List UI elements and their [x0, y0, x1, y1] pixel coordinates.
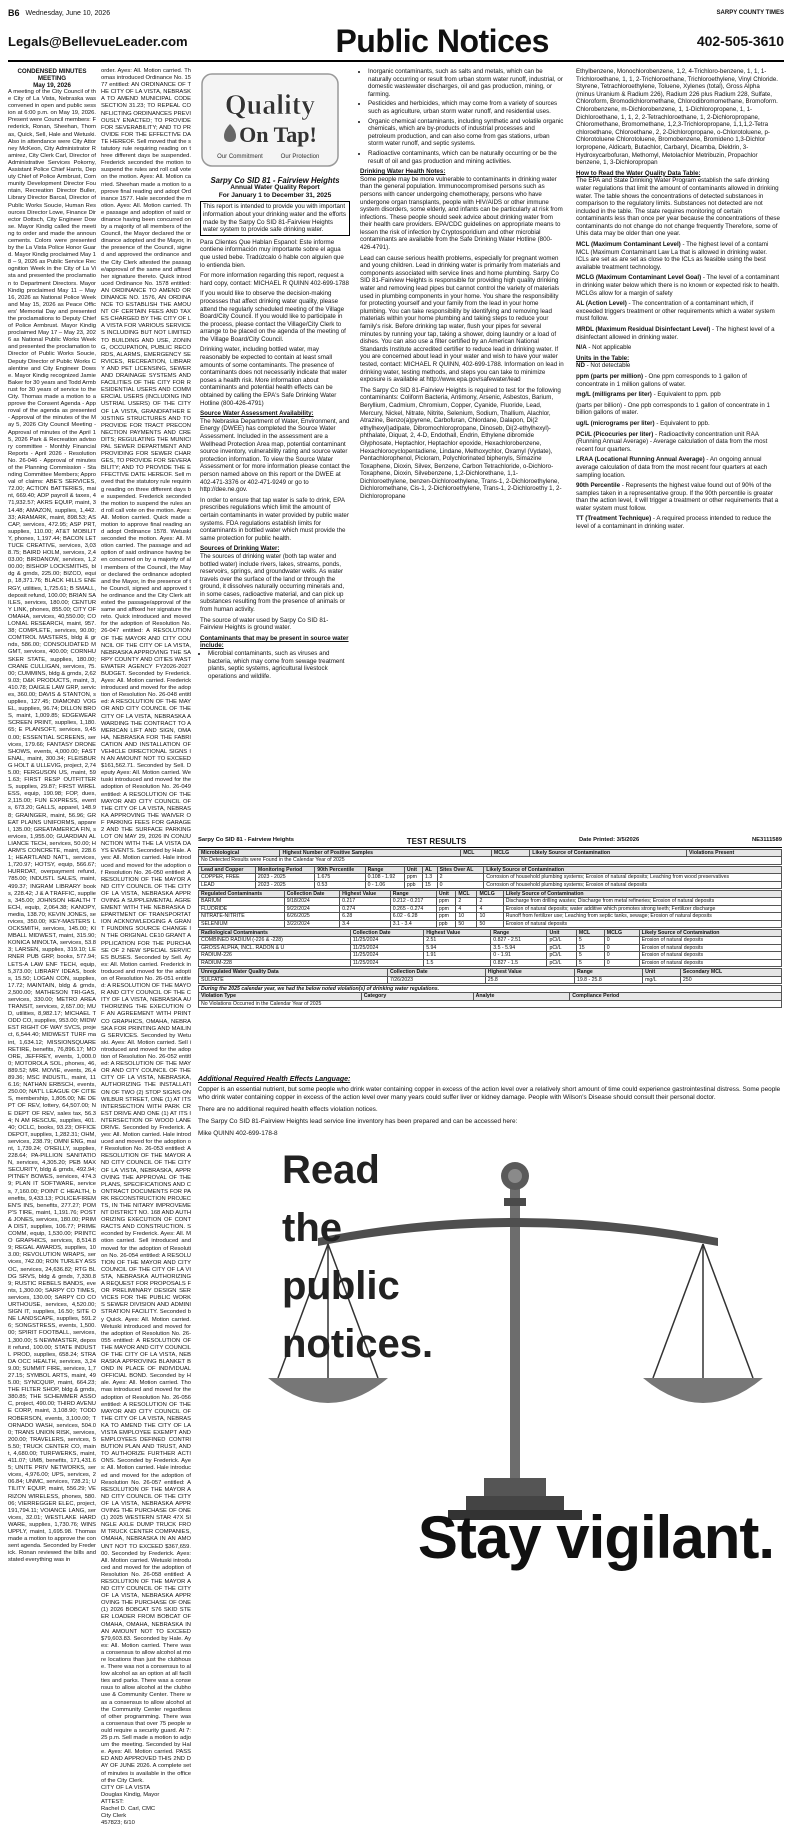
unit-item-term: mg/L (milligrams per liter): [576, 391, 652, 399]
contaminants-list: [200, 650, 350, 680]
regulated-table: [198, 890, 782, 928]
promo-word-read: Read: [282, 1148, 380, 1192]
table-header: Collection Date: [387, 969, 485, 976]
table-cell: pCi/L: [547, 937, 576, 944]
table-cell: 2: [437, 874, 484, 881]
logo-ontap-text: On Tap!: [239, 122, 317, 147]
council-minutes-text: A meeting of the City Council of the City of La Vista, Nebraska was convened in open and public session at 6:00 p.m. on May 19, 2026. Present were Council members: Frederick, Ronan, Sheehan, Thomas, Quick, Sell, Hale and Wetuski. Also in attendance were City Attorney McKeon, City Administrator Ramirez, City Clerk Carl, Director of Administrative Services Pokorny, Assistant Police Chief Harris, Deputy Chief of Police Armbrust, Community Development Director Fountain, Recreation Director Buller, Library Director Barcal, Director of Public Works Soucie, Human Resources Director Lowe, Finance Director Dottsch, City Engineer Dowse. Mayor Kindig called the meeting to order and made the announcements. Colors were presented by the La Vista Police Honor Guard. Mayor Kindig proclaimed May 18 – 9, 2026 as Public Service Recognition Week in the City of La Vista and presented the proclamation to Department Directors. Mayor Kindig proclaimed May 11 – May 16, 2026 as National Police Week and May 15, 2026 as Peace Officers' Memorial Day and presented the proclamations to Deputy Chief of Police Armbrust. Mayor Kindig proclaimed May 17 – May 23, 2026 as National Public Works Week and presented the proclamation to Director of Public Works Soucie, Deputy Director of Public Works Calentine and City Engineer Dowse. Mayor Kindig recognized Jamie Baker for 30 years and Todd Armbrust for 30 years of service to the City. Thomas made a motion to approve the Consent Agenda - Approval of the agenda as presented - Approval of the minutes of the May 5, 2026 City Council Meeting - Approval of minutes of the April 15, 2026 Park & Recreation advisory committee - Monthly Financial Reports - April 2026 - Resolution No. 26-046 - Approval of minutes of the Planning Commission - Standing Committee Members; Approval of claims: ABE'S SERVICES, 72.00; ACTION BATTERIES, maint, 669.40; ADP payroll & taxes, 471,932.57; AKRS EQUIP, maint, 314.48; AMAZON, supplies, 1,442.33; ARAMARK, maint, 898.53; ASCAP, services, 472.95; ASP PRT, supplies, 110.00; AT&T MOBILITY, phones, 1,197.44; BACON LETTUCE CREATIVE, services, 3,038.75; BAIRD HOLM, services, 2,403.00; BIRDANOW, services, 1,200.00; BISHOP LOCKSMITHS, bldg & grnds, 225.00; BIZCO, equip, 18,371.76; BLACK HILLS ENERGY, utilities, 1,725.61; B SMALL, deposit refund, 100.00; BRIAN SAILES, services, 180.00; CENTURY LINK, phones, 855.00; CITY OF OMAHA, services, 40,550.00; COLONIAL RESEARCH, maint, 957.38; COMPLETE, services, 90.00; COMTROL MASTERS, bldg & grnds, 586.00; CONSOLIDATED MGMT, services, 400.00; CORNHUSKER STATE, supplies, 180.00; CRANE CULLIGAN, services, 75.00; CUMMINS, bldg & grnds, 2,629.03; D&K PRODUCTS, maint, 3,410.78; DAIGLE LAW GRP, services, 360.00; DAVIS & STANTON, supplies, 127.45; DIAMOND VOGEL, supplies, 96.74; DILLON BROS, maint, 1,009.85; EDGEWEAR SCREEN PRINT, supplies, 1,180.65; E PLANSOFT, services, 9,450.00; ESSENTIAL SCREENS, services, 179.66; FANTASY DRONE SHOWS, events, 4,000.00; FASTENAL, maint, 300.34; FLEISBURG HOLT & ULLEVIG, project, 2,745.00; FERGUSON US, maint, 591.63; FIRST RESP OUTFITTERS, supplies, 29.87; FIRST WIRELESS, equip, 190.98; FOP, dues, 2,115.00; FUN EXPRESS, events, 673.20; GALLS, apparel, 148.98; GRAINGER, maint, 56.96; GREAT PLAINS UNIFORMS, apparel, 135.00; GREATAMERICA FIN, services, 1,955.00; GUARDIAN ALLIANCE TECH, services, 50.00; HARM'S CONCRETE, maint, 228.61; HEARTLAND NAT'L, services, 1,720.97; HOTSY, equip, 566.67; HURRDAT, overpayment refund, 785.00; INDUSTL SALES, maint, 499.37; INGRAM LIBRARY books, 228.42; J & A TRAFFIC, supplies, 345.00; JOHNSON HEALTH TECH, equip, 2,064.38; KANOPY, media, 138.70; KEVIN JONES, services, 350.00; KEY-MASTERS LOCKSMITH, services, 145.00; KIMBALL MIDWEST, maint, 315.90; KONICA MINOLTA, services, 53.83; LARSEN, supplies, 319.10; LERNER PUB GRP, books, 577.94; LETS-A LAW ENF TECH, equip, 5,373.00; LIBRARY IDEAS, books, 15.50; LOGAN CON, supplies, 17.72; MAINTAIN, bldg & grnds, 2,500.00; MATHESON TRI-GAS, services, 330.00; METRO AREA TRANSIT, services, 2,657.00; MUD, utilities, 8,982.17; MICHAEL TODD CO, supplies, 953.00; MIDWEST RIGHT OF WAY SVCS, project, 6,544.40; MIDWEST TURF maint, 1,634.12; MISSIONSQUARE RETIRE, benefits, 76,896.17; MOORE, JEFFREY, events, 1,000.00; MOTOROLA SOL, phones, 46,889.52; MR. MOVIE, events, 26,489.36; MSC INDUSTL, maint, 116.16; NATHAN ERBSCH, events, 250.00; NAT'L LEAGUE OF CITIES, membership, 1,805.00; NE DEPT OF REV, lottery, 64,507.00; NE DEPT OF REV, sales tax, 56.34; N AM RESCUE, supplies, 401.40; OCLC, books, 93.23; OFFICE DEPOT, supplies, 1,282.31; OHM, services, 238.79; OMNI ENG, maint, 1,739.24; O'REILLY, supplies, 228.64; PA-PILLION SANITATION, services, 4,305.20; PEB MAX SECURITY, bldg & grnds, 492.94; PITNEY BOWES, services, 474.39; PLAN IT SOFTWARE, services, 7,160.00; POINT C HEALTH, benefits, 9,433.13; POLICE/FIREMEN'S INS, benefits, 277.27; POMP'S TIRE, maint, 1,191.76; POST & JONES, services, 180.00; PRIMA DIST, supplies, 106.77; PRIME COMM, equip, 1,530.00; PRINTCO GRAPHICS, services, 8,514.89; REGAL AWARDS, supplies, 103.00; REVOLUTION WRAPS, services, 742.00; RON TURLEY ASSOC, services, 24,636.82; RTG BLDG SRVS, bldg & grnds, 7,330.89; RUSTIC REBELS BANDS, events, 1,300.00; SARPY CO TIMES, services, 130.00; SARPY CO COURTHOUSE, services, 4,520.00; SIGN IT, supplies, 16.50; SITE ONE LANDSCAPE, supplies, 591.26; SONGSTRESS, events, 1,500.00; SPIRIT FOOTBALL, services, 1,300.00; S NEWMASTER, deposit refund, 100.00; STATE INDUSTL PROD, supplies, 658.24; STRADA OCC HEALTH, services, 3,249.00; SUMMIT FIRE, services, 1,727.15; SYMBOL ARTS, maint, 495.00; SYNCQUIP, maint, 664.23; THE FILTER SHOP, bldg & grnds, 380.85; THE SCHEMMER ASSOC, project, 490.00; THIRD AVENUE CORP, maint, 3,108.90; TODD ROBERSON, events, 3,100.00; TORNADO WASH, services, 504.00; TRANS UNION RISK, services, 200.00; TRAVELERS, services, 55.50; TRUCK CENTER CO, maint, 4,680.00; TURFWERKS, maint, 411.07; UMB, benefits, 171,431.65; UNITE PRIV NETWORKS, services, 4,976.00; UPS, services, 206.84; UNMC, services, 728.21; UTILITY EQUIP, maint, 556.29; VERIZON WIRELESS, phones, 580.06; VIERREGGER ELEC, project, 191,794.11; VOIANCE LANG, services, 32.01; WESTLAKE HARDWARE, supplies, 1,730.76; WINSUPPLY, maint, 1,695.98. Thomas made a motion to approve the consent agenda. Seconded by Frederick. Ronan reviewed the bills and stated everything was in: [8, 89, 98, 1564]
violation-note: During the 2025 calendar year, we had the below noted violation(s) of drinking water regulations.: [199, 985, 782, 992]
table-cell: 15: [576, 944, 604, 951]
table-header: AL: [422, 866, 437, 873]
table-cell: 11/25/2024: [350, 959, 423, 966]
copper-text: Copper is an essential nutrient, but some people who drink water containing copper in excess of the action level over a relatively short amount of time could experience gastrointestinal distress. Some people who drink water containing copper in excess of the action level over many years could suffer liver or kidney damage. People with Wilson's Disease should consult their personal doctor.: [198, 1086, 781, 1101]
publication-name: SARPY COUNTY TIMES: [716, 10, 784, 16]
report-column-1: [200, 68, 350, 683]
unit-item-term: LRAA (Locational Running Annual Average): [576, 456, 705, 464]
inventory-contact: Mike QUINN 402-699-178-8: [198, 1130, 278, 1137]
unit-item: ND - Not detectable: [576, 362, 631, 370]
table-cell: 0.53: [315, 881, 365, 888]
table-cell: 6/26/2025: [284, 913, 339, 920]
table-row: [199, 898, 782, 905]
table-cell: 19.8 - 25.8: [574, 976, 642, 983]
sources-heading: Sources of Drinking Water:: [200, 545, 280, 553]
table-cell: ppm: [436, 913, 456, 920]
table-cell: 0: [604, 959, 639, 966]
test-results-title-bar: [198, 836, 782, 848]
table-cell: Corrosion of household plumbing systems; Erosion of natural deposits: [484, 881, 782, 888]
table-cell: 10: [477, 913, 503, 920]
table-cell: 0.212 - 0.217: [390, 898, 436, 905]
council-minutes-column-2: [101, 68, 191, 1827]
additional-heading: Additional Required Health Effects Language:: [198, 1076, 351, 1083]
council-heading: CONDENSED MINUTES MEETING: [17, 68, 87, 82]
date-printed: Date Printed: 3/5/2026: [578, 837, 640, 843]
table-cell: RADIUM-226: [199, 952, 351, 959]
monitoring-text: The Sarpy Co SID 81-Fairview Heights is required to test for the following contaminants: Coliform Bacteria, Antimony, Arsenic, Asbestos, Barium, Beryllium, Cadmium, Chromium, Copper, Cyanide, Fluoride, Lead, Mercury, Nickel, Nitrate, Nitrite, Selenium, Sodium, Thallium, Alachlor, Atrazine, Benzo(a)pyrene, Carbofuran, Chlordane, Dalapon, Di(2 ethylhexyl)adipate, Dibromochloropropane, Dinoseb, Di(2-ethylhexyl)-phthalate, Diquat, 2, 4-D, Endothall, Endrin, Ethylene dibromide Glyphosate, Heptachlor, Heptachlor epoxide, Hexachlorobenzene, Hexachlorocyclopentadiene, Lindane, Methoxychlor, Oxamyl (Vydate), Pentachlorophenol, Picloram, Polychlorinated biphenyls, Simazine Toxaphene, Dioxin, Silvex, Benzene, Carbon Tetrachloride, o-Dichloro-Toxaphene, Dioxin, Silvebenzene, 1,2-Dichlorethane, 1,1-Dichloroethylene, benzen-Dichloroethylene, Trans-1, 2-Dichloroethylene, Dichloromethane, Cis-1, 2-Dichloroethylene, Trans-1, 2-Dichloroethy 1, 2-Dichloropropane: [360, 386, 562, 501]
table-cell: GROSS ALPHA, INCL. RADON & U: [199, 944, 351, 951]
unit-item: TT (Treatment Technique) - A required process intended to reduce the level of a contaminant in drinking water.: [576, 515, 772, 531]
table-cell: 11/25/2024: [350, 944, 423, 951]
table-header: MCLG: [604, 930, 639, 937]
table-header: Compliance Period: [570, 993, 782, 1000]
source-used-text: The source of water used by Sarpy Co SID 81-Fairview Heights is ground water.: [200, 616, 329, 632]
health-notes-heading: Drinking Water Health Notes:: [360, 168, 446, 176]
table-header: 90th Percentile: [315, 866, 365, 873]
table-cell: 0.108 - 1.92: [365, 874, 404, 881]
logo-commitment-text: Our Commitment: [217, 154, 263, 160]
table-cell: FLUORIDE: [199, 905, 285, 912]
table-header: Highest Value: [340, 891, 391, 898]
table-row: [199, 905, 782, 912]
unit-item-term: 90th Percentile: [576, 482, 621, 490]
table-cell: 5: [576, 952, 604, 959]
table-header: Lead and Copper: [199, 866, 256, 873]
table-cell: 5.94: [424, 944, 491, 951]
table-cell: pCi/L: [547, 944, 576, 951]
unregulated-table: [198, 968, 782, 984]
definition-item-term: MCL (Maximum Contaminant Level): [576, 241, 681, 249]
table-cell: ppm: [436, 905, 456, 912]
swaa-text: The Nebraska Department of Water, Environment, and Energy (DWEE) has completed the Source Water Assessment. Included in the assessment are a Wellhead Protection Area map, potential contaminant source inventory, vulnerability rating and source water protection information. To view the Source Water Assessment or for more information please contact the person named above on this report or the DWEE at 402-471-3376 or 402-471-9249 or go to http://dee.ne.gov.: [200, 417, 350, 494]
table-header: Radiological Contaminants: [199, 930, 351, 937]
table-cell: 3/22/2024: [284, 920, 339, 927]
table-cell: SELENIUM: [199, 920, 285, 927]
monitoring-text-continued: Ethylbenzene, Monochlorobenzene, 1,2, 4-Trichloro-benzene, 1, 1, 1-Trichloroethane, 1, 1, 2-Trichloroethane, Trichloroethylene, Vinyl Chloride. Styrene, Tetrachloroethylene, Toluene, Xylenes (total), Gross Alpha (minus Uranium & Radium 226), Radium 226 plus Radium 228, Sulfate, Chloroform, Bromodichloromethane, Chlorodibromomethane, Bromoform. Chlorobenzene, m-Dichlorobenzene, 1, 1-Dichloropropene, 1, 1-Dichloroethane, 1, 1, 2, 2-Tetrachloroethane, 1, 2-Dichloropropane, Chloromethane, Bromomethane, 1,2,3-Trichloropropane, 1,1,1,2-Tetra chloroethane, Chloroethane, 2, 2-Dichloropropane, o-Chlorotoluene, p-Chlorotoluene Chlorotoluene, Bromobenzene, Bromideno 1,3-Dichlor lorpropene, Aldicarb, Butachlor, Carbaryl, Dicamba, Dieldrin, 3-Hydroxycarbofuran, Methomyl, Metolachlor Metribuzin, Propachlor benzene, 1, 3-Dichloropropan: [576, 68, 778, 167]
definition-item: AL (Action Level) - The concentration of a contaminant which, if exceeded triggers treatment or other requirements which a water system must follow.: [576, 300, 775, 323]
table-header: MCL: [456, 891, 477, 898]
table-cell: ppb: [404, 881, 422, 888]
table-row: [199, 920, 782, 927]
public-notice-promo: [198, 1128, 782, 1576]
table-cell: 9/22/2024: [284, 905, 339, 912]
table-cell: 15: [422, 881, 437, 888]
system-name: Sarpy Co SID 81 - Fairview Heights: [198, 837, 294, 843]
contact-info: For more information regarding this report, request a hard copy, contact: MICHAEL R QUINN 402-699-1788: [200, 272, 349, 287]
definition-item: MCLG (Maximum Contaminant Level Goal) - The level of a contaminant in drinking water below which there is no known or expected risk to health. MCLGs allow for a margin of safety: [576, 274, 780, 297]
water-quality-report: [198, 68, 782, 832]
table-cell: 4: [477, 905, 503, 912]
table-cell: Erosion of natural deposits: [503, 920, 781, 927]
howto-heading: How to Read the Water Quality Data Table:: [576, 169, 701, 177]
table-header: Monitoring Period: [255, 866, 314, 873]
table-cell: 0: [437, 881, 484, 888]
unit-item-term: ppm (parts per million): [576, 372, 644, 380]
test-results-title: TEST RESULTS: [406, 837, 467, 846]
report-column-3: [576, 68, 780, 534]
table-cell: 7/26/2023: [387, 976, 485, 983]
table-cell: 1.675: [315, 874, 365, 881]
section-title: Public Notices: [335, 22, 549, 59]
test-results: [198, 836, 782, 1008]
issue-date: Wednesday, June 10, 2026: [25, 9, 111, 17]
unit-item-term: TT (Treatment Technique): [576, 515, 652, 523]
table-header: Range: [390, 891, 436, 898]
definition-item: MCL (Maximum Contaminant Level) - The highest level of a contami MCL (Maximum Contaminant Law La that is allowed in drinking water. ICLs are set as are set as close to the ICLs as feasible using the best available treatment technology.: [576, 241, 769, 271]
table-cell: pCi/L: [547, 959, 576, 966]
violations-table: [198, 985, 782, 1008]
table-header: Unregulated Water Quality Data: [199, 969, 388, 976]
units-heading: Units in the Table:: [576, 354, 630, 362]
table-header: Collection Date: [284, 891, 339, 898]
table-header: MCL: [576, 930, 604, 937]
table-header: Unit: [547, 930, 576, 937]
table-cell: Runoff from fertilizer use; Leaching from septic tanks, sewage; Erosion of natural deposits: [503, 913, 781, 920]
table-cell: Erosion of natural deposits: [639, 944, 781, 951]
no-violation-text: There are no additional required health effects violation notices.: [198, 1106, 378, 1113]
section-header: [8, 22, 784, 62]
logo-quality-text: Quality: [224, 90, 316, 121]
table-cell: 6.28: [340, 913, 391, 920]
report-period: For January 1 to December 31, 2025: [218, 191, 332, 199]
table-cell: BARIUM: [199, 898, 285, 905]
table-cell: LEAD: [199, 881, 256, 888]
table-header: Unit: [436, 891, 456, 898]
table-cell: ppb: [436, 920, 456, 927]
table-cell: ppm: [436, 898, 456, 905]
table-cell: 50: [456, 920, 477, 927]
table-cell: Corrosion of household plumbing systems; Erosion of natural deposits; Leaching from wood preservatives: [484, 874, 782, 881]
table-header: Likely Source of Contamination: [530, 850, 687, 857]
contaminants-heading: Contaminants that may be present in source water include:: [200, 634, 349, 650]
table-cell: 2: [456, 898, 477, 905]
table-cell: 0.274: [340, 905, 391, 912]
contaminant-item: • Pesticides and herbicides, which may come from a variety of sources such as agriculture, urban storm water runoff, and residential uses.: [368, 100, 564, 115]
table-header: Violations Present: [687, 850, 782, 857]
table-cell: 4: [456, 905, 477, 912]
table-header: Microbiological: [199, 850, 280, 857]
unit-item: ppm (parts per million) - One ppm corresponds to 1 gallon of concentrate in 1 million gallons of water.: [576, 372, 747, 388]
table-cell: 0: [604, 937, 639, 944]
definition-item-term: MCLG (Maximum Contaminant Level Goal): [576, 274, 702, 282]
council-date: May 19, 2026: [33, 82, 71, 89]
table-cell: Erosion of natural deposits: [639, 952, 781, 959]
table-row: [199, 959, 782, 966]
table-cell: 0 - 1.91: [491, 952, 547, 959]
table-cell: 25.8: [485, 976, 574, 983]
lead-copper-table: [198, 866, 782, 889]
table-header: MCL: [461, 850, 492, 857]
contact-phone: 402-505-3610: [696, 33, 784, 49]
logo-protection-text: Our Protection: [280, 154, 320, 160]
council-minutes-column-1: [8, 68, 96, 1576]
table-row: [199, 976, 782, 983]
table-row: [199, 952, 782, 959]
unit-item: ug/L (micrograms per liter) - Equivalent to ppb.: [576, 419, 710, 427]
table-cell: Discharge from drilling wastes; Discharge from metal refineries; Erosion of natural deposits: [503, 898, 781, 905]
table-cell: 0 - 1.06: [365, 881, 404, 888]
report-column-2: [360, 68, 564, 504]
definitions-list: [576, 241, 780, 352]
unit-item: 90th Percentile - Represents the highest value found out of 90% of the samples taken in a representative group. If the 90th percentile is greater than the action level, it will trigger a treatment or other requirements that a water system must follow.: [576, 482, 779, 512]
promo-word-public: public: [282, 1264, 400, 1308]
definition-item: N/A - Not applicable: [576, 344, 632, 352]
table-header: Highest Value: [424, 930, 491, 937]
table-header: Range: [574, 969, 642, 976]
table-cell: 3.5 - 5.94: [491, 944, 547, 951]
promo-slogan: Stay vigilant.: [417, 1504, 774, 1571]
table-row: [199, 874, 782, 881]
unit-item: mg/L (milligrams per liter) - Equivalent to ppm. ppb: [576, 391, 721, 399]
table-cell: pCi/L: [547, 952, 576, 959]
inventory-text: The Sarpy Co SID 81-Fairview Heights lead service line inventory has been prepared and can be accessed here:: [198, 1118, 518, 1125]
table-header: Highest Value: [485, 969, 574, 976]
promo-word-the: the: [282, 1206, 342, 1250]
swaa-heading: Source Water Assessment Availability:: [200, 410, 314, 418]
contact-email[interactable]: Legals@BellevueLeader.com: [8, 33, 188, 49]
public-involvement: If you would like to observe the decision-making processes that affect drinking water quality, please attend the regularly scheduled meeting of the Village Board/City Council. If you would like to participate in the process, please contact the Village/City Clerk to arrange to be placed on the agenda of the meeting of the Village Board/City Council.: [200, 290, 346, 343]
table-row: [199, 913, 782, 920]
spanish-notice: Para Clientes Que Hablan Espanol: Este informe contiene información muy importante sobre el agua que usted bebe. Tradúzcalo ó hable con alguien que lo entienda bien.: [200, 238, 344, 269]
table-header: Unit: [643, 969, 681, 976]
unit-item: PCi/L (Picocuries per liter) - Radioactivity concentration unit RAA (Running Annual Average) - Average calculation of data from the most recent four quarters.: [576, 430, 768, 453]
table-header: Secondary MCL: [680, 969, 781, 976]
table-cell: 2.51: [424, 937, 491, 944]
table-cell: 250: [680, 976, 781, 983]
table-header: MCLG: [477, 891, 503, 898]
contaminant-item: • Organic chemical contaminants, including synthetic and volatile organic chemicals, which are by-products of industrial processes and petroleum production, and can also come from gas stations, urban storm water runoff, and septic systems.: [368, 118, 564, 148]
page-header-line: [8, 6, 784, 20]
quality-on-tap-logo: [200, 72, 340, 168]
definition-item-term: N/A: [576, 344, 587, 352]
table-header: Range: [491, 930, 547, 937]
table-header: Collection Date: [350, 930, 423, 937]
microbiological-table: [198, 849, 782, 865]
table-cell: 1.5: [424, 959, 491, 966]
table-header: Violation Type: [199, 993, 362, 1000]
radiological-table: [198, 929, 782, 967]
promo-word-notices: notices.: [282, 1322, 434, 1366]
howto-text: The EPA and State Drinking Water Program establish the safe drinking water regulations that limit the amount of contaminants allowed in drinking water. The table shows the concentrations of detected substances in comparison to the regulatory limits. Substances not detected are not included in the table. The state requires monitoring of certain contaminants less than once per year because the concentrations of these contaminants do not change do not change frequently Therefore, some of Uhis data may be older than one year.: [576, 177, 780, 238]
table-cell: 5: [576, 937, 604, 944]
table-cell: 3.1 - 3.4: [390, 920, 436, 927]
micro-note: No Detected Results were Found in the Calendar Year of 2025: [199, 857, 782, 864]
table-header: Sites Over AL: [437, 866, 484, 873]
table-cell: Erosion of natural deposits; water additive which promotes strong teeth; Fertilizer discharge: [503, 905, 781, 912]
report-title: Sarpy Co SID 81 - Fairview Heights: [210, 175, 340, 185]
table-cell: 11/25/2024: [350, 952, 423, 959]
table-header: Regulated Contaminants: [199, 891, 285, 898]
report-intro: This report is intended to provide you with important information about your drinking water and the efforts made by the Sarpy Co SID 81-Fairview Heights water system to provide safe drinking water.: [200, 201, 350, 235]
table-header: MCLG: [491, 850, 529, 857]
table-cell: NITRATE-NITRITE: [199, 913, 285, 920]
table-cell: 3.4: [340, 920, 391, 927]
table-cell: mg/L: [643, 976, 681, 983]
contaminant-item: • Inorganic contaminants, such as salts and metals, which can be naturally occurring or result from urban storm water runoff, industrial, or domestic wastewater discharges, oil and gas production, mining, or farming.: [368, 68, 564, 98]
table-cell: 10: [456, 913, 477, 920]
table-cell: 1.91: [424, 952, 491, 959]
unit-item-term: ND: [576, 362, 585, 370]
units-list: [576, 362, 780, 530]
table-cell: 0.217: [340, 898, 391, 905]
violation-none: No Violations Occurred in the Calendar Year of 2025: [199, 1000, 782, 1007]
unit-item-term: PCi/L (Picocuries per liter): [576, 430, 654, 438]
table-header: Analyte: [473, 993, 570, 1000]
table-header: Likely Source of Contamination: [639, 930, 781, 937]
table-cell: RADIUM-228: [199, 959, 351, 966]
table-header: Category: [361, 993, 473, 1000]
table-header: Range: [365, 866, 404, 873]
unit-item-term: ug/L (micrograms per liter): [576, 419, 655, 427]
table-cell: 6.02 - 6.28: [390, 913, 436, 920]
table-cell: 2023 - 2025: [255, 881, 314, 888]
table-cell: 11/25/2024: [350, 937, 423, 944]
table-row: [199, 937, 782, 944]
table-cell: 0.827 - 2.51: [491, 937, 547, 944]
table-cell: COPPER, FREE: [199, 874, 256, 881]
pwsid: NE3111589: [751, 837, 782, 843]
unit-item: LRAA (Locational Running Annual Average) - An ongoing annual average calculation of data from the most recent four quarters at each sampling location.: [576, 456, 768, 479]
definition-item-term: MRDL (Maximum Residual Disinfectant Level): [576, 326, 711, 333]
table-cell: 50: [477, 920, 503, 927]
table-cell: 2: [477, 898, 503, 905]
lead-text: Lead can cause serious health problems, especially for pregnant women and young children. Lead in drinking water is primarily from materials and components associated with service lines and home plumbing. Sarpy Co SID 81-Fairview Heights is responsible for providing high quality drinking water and removing lead pipes but cannot control the variety of materials used in plumbing components in your home. You share the responsibility for protecting yourself and your family from the lead in your home plumbing. You can take responsibility by identifying and removing lead materials within your home plumbing and taking steps to reduce your family's risk. Before drinking tap water, flush your pipes for several minutes by running your tap, taking a shower, doing laundry or a load of dishes. You can also use a filter certified by an American National Standards Institute accredited certifier to reduce lead in drinking water. If you are concerned about lead in your water and wish to have your water tested, contact: MICHAEL R QUINN, 402-699-1788. Information on lead in drinking water, testing methods, and steps you can take to minimize exposure is available at http://www.epa.gov/safewater/lead: [360, 254, 564, 384]
table-cell: 0: [604, 952, 639, 959]
table-cell: COMBINED RADIUM (-226 & -228): [199, 937, 351, 944]
table-header: Highest Number of Positive Samples: [280, 850, 461, 857]
table-header: Likely Source of Contamination: [503, 891, 781, 898]
bottled-water-note: Drinking water, including bottled water, may reasonably be expected to contain at least small amounts of some contaminants. The presence of contaminants does not necessarily indicate that water poses a health risk. More information about contaminants and potential health effects can be obtained by calling the EPA's Safe Drinking Water Hotline (800-426-4791): [200, 346, 347, 407]
definition-item-term: AL (Action Level): [576, 300, 627, 308]
table-cell: 0.827 - 1.5: [491, 959, 547, 966]
ensure-safe-text: In order to ensure that tap water is safe to drink, EPA prescribes regulations which limit the amount of certain contaminants in water provided by public water systems. FDA regulations establish limits for contaminants in bottled water which must provide the same protection for public health.: [200, 496, 349, 542]
table-cell: 1.3: [422, 874, 437, 881]
unit-item: (parts per billion) - One ppb corresponds to 1 gallon of concentrate in 1 billion gallons of water.: [576, 401, 770, 417]
table-row: [199, 944, 782, 951]
table-header: Unit: [404, 866, 422, 873]
definition-item: MRDL (Maximum Residual Disinfectant Level) - The highest level of a disinfectant allowed in drinking water.: [576, 326, 775, 341]
table-row: [199, 881, 782, 888]
sources-text: The sources of drinking water (both tap water and bottled water) include rivers, lakes, streams, ponds, reservoirs, springs, and groundwater wells. As water travels over the surface of the land or through the ground, it dissolves naturally occurring minerals and, in some cases, radioactive material, and can pick up substances resulting from the presence of animals or from human activity.: [200, 552, 346, 614]
table-cell: 5: [576, 959, 604, 966]
contaminant-item: • Microbial contaminants, such as viruses and bacteria, which may come from sewage treatment plants, septic systems, agricultural livestock operations and wildlife.: [208, 650, 350, 680]
health-notes-text: Some people may be more vulnerable to contaminants in drinking water than the general population. Immunocompromised persons such as persons with cancer undergoing chemotherapy, persons who have undergone organ transplants, people with HIV/AIDS or other immune system disorders, some elderly, and infants can be particularly at risk from infections. These people should seek advice about drinking water from their health care providers. EPA/CDC guidelines on appropriate means to lessen the risk of infection by Cryptosporidium and other microbial contaminants are available from the Safe Drinking Water Hotline (800-426-4791).: [360, 175, 563, 252]
table-cell: 2023 - 2025: [255, 874, 314, 881]
council-minutes-text-continued: order. Ayes: All. Motion carried. Thomas introduced Ordinance No. 1577 entitled: AN ORDINANCE OF THE CITY OF LA VISTA, NEBRASKA TO AMEND MUNICIPAL CODE SECTION 31.23; TO REPEAL CONFLICTING ORDINANCES PREVIOUSLY ENACTED; TO PROVIDE FOR SEVERABILITY; AND TO PROVIDE FOR THE EFFECTIVE DATE HEREOF. Sell moved that the statutory rule requiring reading on three different days be suspended. Frederick seconded the motion to suspend the rules and roll call vote on the motion. Ayes: All. Motion carried. Sheehan made a motion to approve final reading and adopt Ordinance 1577. Hale seconded the motion. Ayes: All. Motion carried. The passage and adoption of said ordinance having been concurred on by a majority of all members of the Council, the Mayor declared the ordinance adopted and the Mayor, in the presence of the Council, signed and approved the ordinance and the City Clerk attested the passage/approval of the same and affixed her signature thereto. Quick introduced Ordinance No. 1578 entitled: AN ORDINANCE TO AMEND ORDINANCE NO. 1576, AN ORDINANCE TO ESTABLISH THE AMOUNT OF CERTAIN FEES AND TAXES CHARGED BY THE CITY OF LA VISTA FOR VARIOUS SERVICES INCLUDING BUT NOT LIMITED TO BUILDING AND USE, ZONING, OCCUPATION, PUBLIC RECORDS, ALARMS, EMERGENCY SERVICES, RECREATION, LIBRARY AND PET LICENSING, SEWER AND DRAINAGE SYSTEMS AND FACILITIES OF THE CITY FOR RESIDENTIAL USERS AND COMMERCIAL USERS (INCLUDING INDUSTRIAL USERS) OF THE CITY OF LA VISTA, GRANDFATHER EXISTING STRUCTURES AND TO PROVIDE FOR TRACT PRECONNECTION PAYMENTS AND CREDITS; REGULATING THE MUNICIPAL SEWER DEPARTMENT AND PROVIDING FOR SEWER CHARGES, TO PROVIDE FOR SEVERABILITY; AND TO PROVIDE THE EFFECTIVE DATE HEREOF. Sell moved that the statutory rule requiring reading on three different days be suspended. Frederick seconded the motion to suspend the rules and roll call vote on the motion. Ayes: All. Motion carried. Quick made a motion to approve final reading and adopt Ordinance 1578. Wetuski seconded the motion. Ayes: All. Motion carried. The passage and adoption of said ordinance having been concurred on by a majority of all members of the Council, the Mayor declared the ordinance adopted and the Mayor, in the presence of the Council, signed and approved the ordinance and the City Clerk attested the passage/approval of the same and affixed her signature thereto. Quick introduced and moved for the adoption of Resolution No. 26-047 entitled: A RESOLUTION OF THE MAYOR AND CITY COUNCIL OF THE CITY OF LA VISTA, NEBRASKA APPROVING THE SARPY COUNTY AND CITIES WASTEWATER AGENCY FY2026-2027 BUDGET. Seconded by Frederick. Ayes: All. Motion carried. Frederick introduced and moved for the adoption of Resolution No. 26-048 entitled: A RESOLUTION OF THE MAYOR AND CITY COUNCIL OF THE CITY OF LA VISTA, NEBRASKA AWARDING THE CONTRACT TO AMERICAN LIFT AND SIGN, OMAHA, NEBRASKA FOR THE FABRICATION AND INSTALLATION OF VEHICLE DIRECTIONAL SIGNS IN AN AMOUNT NOT TO EXCEED $161,562.71. Seconded by Sell. Deputy Ayes: All. Motion carried. Wetuski introduced and moved for the adoption of Resolution No. 26-049 entitled: A RESOLUTION OF THE MAYOR AND CITY COUNCIL OF THE CITY OF LA VISTA, NEBRASKA APPROVING THE WAIVER OF PARKING FEES FOR GARAGE 2 AND THE SURFACE PARKING LOT ON MAY 29, 2026 IN CONJUNCTION WITH THE LA VISTA DAYS EVENTS. Seconded by Hale. Ayes: All. Motion carried. Hale introduced and moved for the adoption of Resolution No. 26-050 entitled: A RESOLUTION OF THE MAYOR AND CITY COUNCIL OF THE CITY OF LA VISTA, NEBRASKA APPROVING A SUPPLEMENTAL AGREEMENT WITH THE NEBRASKA DEPARTMENT OF TRANSPORTATION ACKNOWLEDGING A GRANT FUNDING SOURCE CHANGE IN THE ORIGINAL CE10 GRANT APPLICATION FOR THE PURCHASE OF 2 NEW SPECIAL SERVICES BUSES. Seconded by Sell. Ayes: All. Motion carried. Frederick introduced and moved for the adoption of Resolution No. 26-051 entitled: A RESOLUTION OF THE MAYOR AND CITY COUNCIL OF THE CITY OF LA VISTA, NEBRASKA AUTHORIZING THE EXECUTION OF AN AGREEMENT WITH PRINTCO GRAPHICS, OMAHA, NEBRASKA FOR PRINTING AND MAILING SERVICES. Seconded by Wetuski. Ayes: All. Motion carried. Sell introduced and moved for the adoption of Resolution No. 26-052 entitled: A RESOLUTION OF THE MAYOR AND CITY COUNCIL OF THE CITY OF LA VISTA, NEBRASKA, AUTHORIZING THE INSTALLATION OF TWO (2) STOP SIGNS ON WILBUR STREET, ONE (1) AT ITS INTERSECTION WITH PARK CREST DRIVE AND ONE (1) AT ITS INTERSECTION OF WOOD LANE DRIVE. Seconded by Frederick. Ayes: All. Motion carried. Hale introduced and moved for the adoption of Resolution No. 26-053 entitled: A RESOLUTION OF THE MAYOR AND CITY COUNCIL OF THE CITY OF LA VISTA, NEBRASKA, APPROVING THE APPROVAL OF THE PLANS, SPECIFICATIONS AND CONTRACT DOCUMENTS FOR PARK RECONSTRUCTION PROJECTS, IN THE NITARY IMPROVEMENT DISTRICT NO. 168 AND AUTHORIZING EXECUTION OF CONTRACTS AND CONSTRUCTION. Seconded by Frederick. Ayes: All. Motion carried. Sell introduced and moved for the adoption of Resolution No. 26-054 entitled: A RESOLUTION OF THE MAYOR AND CITY COUNCIL OF THE CITY OF LA VISTA, NEBRASKA AUTHORIZING A REQUEST FOR PROPOSALS FOR PRELIMINARY DESIGN SERVICES FOR THE PUBLIC WORKS SEWER DIVISION AND ADMINISTRATION FACILITY. Seconded by Quick. Ayes: All. Motion carried. Wetuski introduced and moved for the adoption of Resolution No. 26-055 entitled: A RESOLUTION OF THE MAYOR AND CITY COUNCIL OF THE CITY OF LA VISTA, NEBRASKA APPROVING BLANKET BOND IN PLACE OF INDIVIDUAL OFFICIAL BOND. Seconded by Hale. Ayes: All. Motion carried. Thomas introduced and moved for the adoption of Resolution No. 26-056 entitled: A RESOLUTION OF THE MAYOR AND CITY COUNCIL OF THE CITY OF LA VISTA, NEBRASKA TO AMEND THE CITY OF LA VISTA EMPLOYEE EXEMPT AND EMPLOYEES DEFINED CONTRIBUTION PLAN AND TRUST, AND TO AUTHORIZE FURTHER ACTIONS. Seconded by Frederick. Ayes: All. Motion carried. Hale introduced and moved for the adoption of Resolution No. 26-057 entitled: A RESOLUTION OF THE MAYOR AND CITY COUNCIL OF THE CITY OF LA VISTA, NEBRASKA APPROVING THE PURCHASE OF ONE (1) 2025 WESTERN STAR 47X SINGLE AXLE DUMP TRUCK FROM TRUCK CENTER COMPANIES, OMAHA, NEBRASKA IN AN AMOUNT NOT TO EXCEED $367,659.00. Seconded by Frederick. Ayes: All. Motion carried. Wetuski introduced and moved for the adoption of Resolution No. 26-058 entitled: A RESOLUTION OF THE MAYOR AND CITY COUNCIL OF THE CITY OF LA VISTA, NEBRASKA APPROVING THE PURCHASE OF ONE (1) 2026 BOBCAT S76 SKID STEER LOADER FROM BOBCAT OF OMAHA, OMAHA, NEBRASKA IN AN AMOUNT NOT TO EXCEED $79,603.83. Seconded by Hale. Ayes: All. Motion carried. There was a consensus to allow alcohol at more locations than just the clubhouse. There was not a consensus to allow alcohol as an option at all facilities and parks. There was a consensus to allow alcohol at the clubhouse & Community Center. There was a consensus to allow alcohol at the Community Center regardless of other programming. There was a consensus that over 75 people would require a security guard. At 7:25 p.m. Sell made a motion to adjourn the meeting. Seconded by Hale. Ayes: All. Motion carried. PASSED AND APPROVED THIS 2ND DAY OF JUNE 2026. A complete set of minutes is available in the office of the City Clerk. CITY OF LA VISTA Douglas Kindig, Mayor ATTEST: Rachel D. Carl, CMC City Clerk 457823; 6/10: [101, 68, 191, 1827]
table-cell: 0.265 - 0.274: [390, 905, 436, 912]
table-cell: Erosion of natural deposits: [639, 937, 781, 944]
page-number: B6: [8, 8, 20, 18]
contaminant-item: • Radioactive contaminants, which can be naturally occurring or be the result of oil and gas production and mining activities.: [368, 150, 564, 165]
table-cell: ppm: [404, 874, 422, 881]
table-header: Likely Source of Contamination: [484, 866, 782, 873]
table-cell: 0: [604, 944, 639, 951]
contaminants-list-continued: [360, 68, 564, 165]
table-cell: SULFATE: [199, 976, 388, 983]
table-cell: Erosion of natural deposits: [639, 959, 781, 966]
report-subtitle: Annual Water Quality Report: [230, 184, 320, 192]
table-cell: 9/18/2024: [284, 898, 339, 905]
